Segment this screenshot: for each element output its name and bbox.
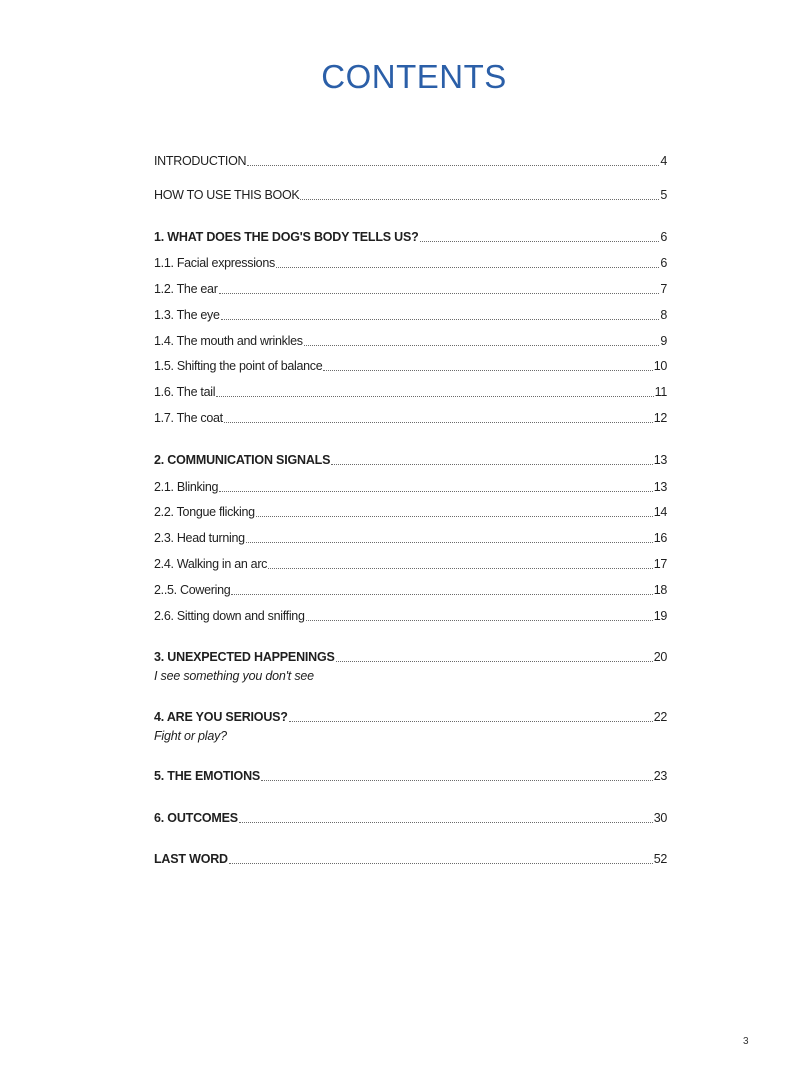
- toc-entry-1-7[interactable]: [154, 409, 667, 427]
- toc-entry-label: 2.4. Walking in an arc: [154, 557, 268, 571]
- toc-entry-page: 18: [653, 583, 667, 597]
- toc-entry-page: 8: [660, 308, 667, 322]
- toc-chapter-2[interactable]: [154, 451, 667, 469]
- toc-chapter-6[interactable]: [154, 809, 667, 827]
- toc-entry-introduction[interactable]: [154, 152, 667, 170]
- dot-leader: [239, 821, 653, 823]
- toc-chapter-4-subtitle: Fight or play?: [154, 729, 227, 743]
- toc-entry-label: 5. THE EMOTIONS: [154, 769, 261, 783]
- toc-entry-label: 1.5. Shifting the point of balance: [154, 359, 323, 373]
- dot-leader: [229, 862, 653, 864]
- dot-leader: [268, 567, 653, 569]
- toc-entry-label: 2.1. Blinking: [154, 480, 219, 494]
- toc-entry-how-to-use[interactable]: [154, 186, 667, 204]
- toc-entry-label: 3. UNEXPECTED HAPPENINGS: [154, 650, 335, 664]
- toc-entry-page: 13: [653, 480, 667, 494]
- toc-entry-page: 12: [653, 411, 667, 425]
- toc-entry-label: 1.7. The coat: [154, 411, 223, 425]
- toc-entry-label: 4. ARE YOU SERIOUS?: [154, 710, 288, 724]
- toc-entry-label: 1.2. The ear: [154, 282, 218, 296]
- toc-entry-1-5[interactable]: [154, 357, 667, 375]
- dot-leader: [336, 660, 653, 662]
- dot-leader: [219, 292, 660, 294]
- toc-entry-page: 13: [653, 453, 667, 467]
- toc-entry-2-3[interactable]: [154, 529, 667, 547]
- toc-chapter-3[interactable]: [154, 648, 667, 666]
- toc-chapter-3-subtitle: I see something you don't see: [154, 669, 314, 683]
- toc-entry-2-4[interactable]: [154, 555, 667, 573]
- toc-entry-label: 2.2. Tongue flicking: [154, 505, 255, 519]
- toc-entry-1-1[interactable]: [154, 254, 667, 272]
- toc-entry-page: 9: [660, 334, 667, 348]
- toc-entry-2-6[interactable]: [154, 607, 667, 625]
- toc-entry-page: 20: [653, 650, 667, 664]
- dot-leader: [300, 198, 659, 200]
- dot-leader: [304, 344, 660, 346]
- toc-entry-2-5[interactable]: [154, 581, 667, 599]
- toc-entry-label: 1.1. Facial expressions: [154, 256, 275, 270]
- toc-entry-page: 6: [660, 230, 667, 244]
- toc-entry-label: 2..5. Cowering: [154, 583, 231, 597]
- page-title: CONTENTS: [321, 58, 507, 95]
- toc-entry-page: 14: [653, 505, 667, 519]
- toc-entry-1-6[interactable]: [154, 383, 667, 401]
- dot-leader: [216, 395, 653, 397]
- dot-leader: [247, 164, 659, 166]
- dot-leader: [420, 240, 660, 242]
- toc-entry-label: HOW TO USE THIS BOOK: [154, 188, 300, 202]
- toc-entry-label: 1.6. The tail: [154, 385, 216, 399]
- toc-chapter-5[interactable]: [154, 767, 667, 785]
- toc-entry-page: 16: [653, 531, 667, 545]
- toc-entry-2-2[interactable]: [154, 503, 667, 521]
- toc-entry-label: 1.4. The mouth and wrinkles: [154, 334, 303, 348]
- dot-leader: [331, 463, 652, 465]
- toc-entry-page: 23: [653, 769, 667, 783]
- toc-entry-label: INTRODUCTION: [154, 154, 247, 168]
- toc-entry-page: 4: [660, 154, 667, 168]
- dot-leader: [306, 619, 653, 621]
- toc-entry-page: 11: [654, 385, 667, 399]
- dot-leader: [224, 421, 653, 423]
- toc-entry-page: 30: [653, 811, 667, 825]
- toc-entry-label: 6. OUTCOMES: [154, 811, 238, 825]
- toc-entry-1-3[interactable]: [154, 306, 667, 324]
- toc-entry-1-4[interactable]: [154, 332, 667, 350]
- toc-entry-page: 6: [660, 256, 667, 270]
- toc-chapter-1[interactable]: [154, 228, 667, 246]
- toc-entry-page: 52: [653, 852, 667, 866]
- toc-entry-label: LAST WORD: [154, 852, 228, 866]
- dot-leader: [256, 515, 653, 517]
- toc-entry-page: 17: [653, 557, 667, 571]
- toc-entry-page: 22: [653, 710, 667, 724]
- toc-entry-label: 1.3. The eye: [154, 308, 220, 322]
- page-number: 3: [743, 1036, 749, 1047]
- dot-leader: [221, 318, 660, 320]
- toc-chapter-4[interactable]: [154, 708, 667, 726]
- dot-leader: [261, 779, 653, 781]
- dot-leader: [276, 266, 659, 268]
- dot-leader: [246, 541, 653, 543]
- toc-entry-page: 7: [660, 282, 667, 296]
- dot-leader: [289, 720, 653, 722]
- dot-leader: [231, 593, 652, 595]
- dot-leader: [219, 490, 652, 492]
- toc-entry-label: 2. COMMUNICATION SIGNALS: [154, 453, 331, 467]
- toc-entry-page: 10: [653, 359, 667, 373]
- toc-entry-last-word[interactable]: [154, 850, 667, 868]
- toc-entry-label: 1. WHAT DOES THE DOG'S BODY TELLS US?: [154, 230, 419, 244]
- toc-entry-1-2[interactable]: [154, 280, 667, 298]
- toc-entry-label: 2.6. Sitting down and sniffing: [154, 609, 305, 623]
- toc-entry-page: 19: [653, 609, 667, 623]
- toc-entry-label: 2.3. Head turning: [154, 531, 245, 545]
- dot-leader: [323, 369, 652, 371]
- toc-entry-page: 5: [660, 188, 667, 202]
- toc-entry-2-1[interactable]: [154, 478, 667, 496]
